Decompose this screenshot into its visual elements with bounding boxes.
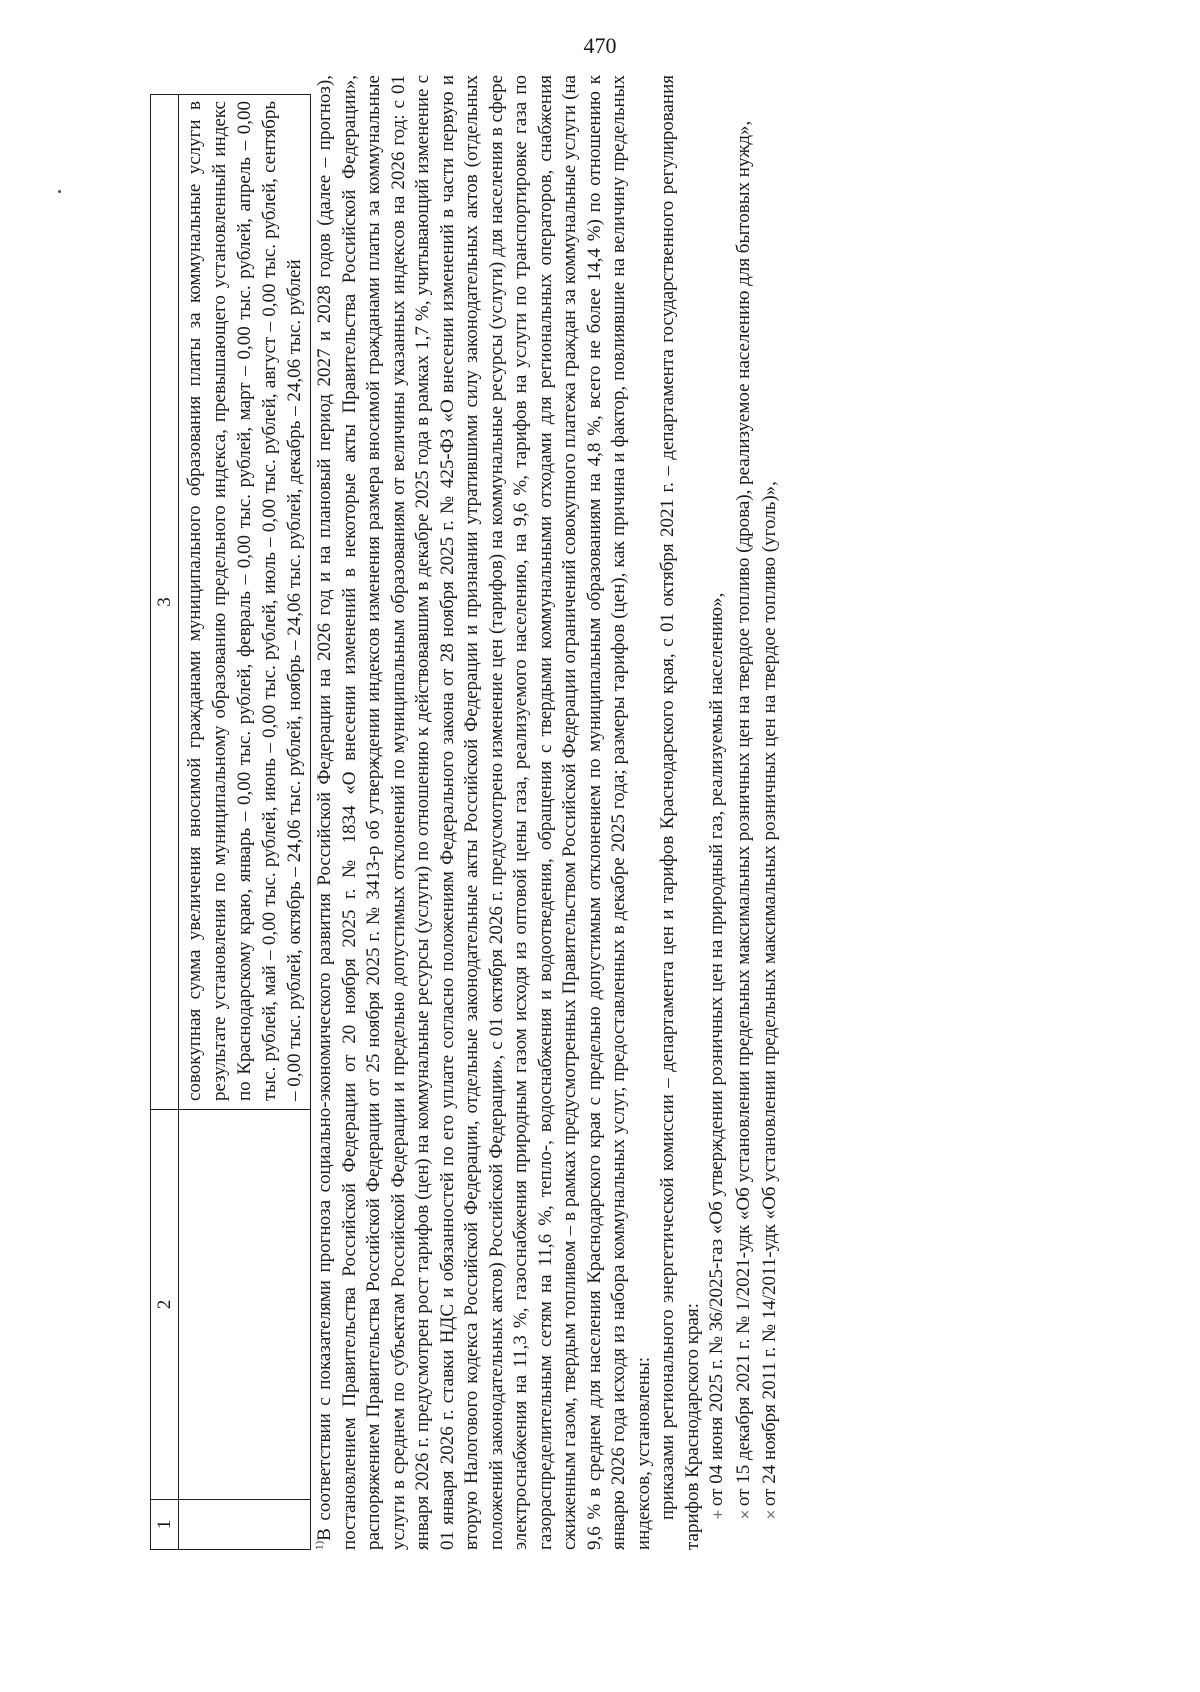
header-col-2: 2 xyxy=(151,1110,179,1500)
handwritten-tick-icon: ⨯ xyxy=(737,1509,753,1520)
cell-col-3 xyxy=(179,95,311,1110)
header-col-3: 3 xyxy=(151,95,179,1110)
footnote-marker: 1) xyxy=(313,1540,326,1550)
order-text: от 15 декабря 2021 г. № 1/2021-удк «Об установлении предельных максимальных розничных цен на твердое топливо (дрова), реализуемое населению для бытовых нужд», xyxy=(732,120,754,1507)
footnote-main-text: В соответствии с показателями прогноза социально-экономического развития Российской Федерации на 2026 год и на плановый период 2027 и 2028 годов (далее – прогноз), постановлением Правительства Российской Федерации от 20 ноября 2025 г. № 1834 «О внесении изменений в некоторые акты Правительства Российской Федерации», распоряжением Правительства Российской Федерации от 25 ноября 2025 г. № 3413-р об утверждении индексов изменения размера вносимой гражданами платы за коммунальные услуги в среднем по субъектам Российской Федерации и предельно допустимых отклонений по муниципальным образованиям от величины указанных индексов на 2026 год: с 01 января 2026 г. предусмотрен рост тарифов (цен) на коммунальные ресурсы (услуги) по отношению к действовавшим в декабре 2025 года в рамках 1,7 %, учитывающий изменение с 01 января 2026 г. ставки НДС и обязанностей по его уплате согласно положениям Федерального закона от 28 ноября 2025 г. № 425-ФЗ «О внесении изменений в части первую и вторую Налогового кодекса Российской Федерации, отдельные законодательные акты Российской Федерации и признании утратившими силу законодательных актов (отдельных положений законодательных актов) Российской Федерации», с 01 октября 2026 г. предусмотрено изменение цен (тарифов) на коммунальные ресурсы (услуги) для населения в сфере электроснабжения на 11,3 %, газоснабжения природным газом исходя из оптовой цены газа, реализуемого населению, на 9,6 %, тарифов на услуги по транспортировке газа по газораспределительным сетям на 11,6 %, тепло-, водоснабжения и водоотведения, обращения с твердыми коммунальными отходами для региональных операторов, снабжения сжиженным газом, твердым топливом – в рамках предусмотренных Правительством Российской Федерации ограничений совокупного платежа граждан за коммунальные услуги (на 9,6 % в среднем для населения Краснодарского края с предельно допустимым отклонением по муниципальным образованиям на 4,8 %, всего не более 14,4 %) по отношению к январю 2026 года исходя из набора коммунальных услуг, предоставленных в декабре 2025 года; размеры тарифов (цен), как причина и фактор, повлиявшие на величину предельных индексов, установлены: xyxy=(314,75,654,1550)
tariff-table xyxy=(150,94,311,1550)
rotated-page-content xyxy=(150,75,1190,1575)
table-row xyxy=(179,95,311,1550)
order-text: от 24 ноября 2011 г. № 14/2011-удк «Об установлении предельных максимальных розничных цен на твердое топливо (уголь)», xyxy=(759,481,780,1507)
cell-col-3-text: совокупная сумма увеличения вносимой гражданами муниципального образования платы за коммунальные услуги в результате установления по муниципальному образованию предельного индекса, превышающего установленный индекс по Краснодарскому краю, январь – 0,00 тыс. рублей, февраль – 0,00 тыс. рублей, март – 0,00 тыс. рублей, апрель – 0,00 тыс. рублей, май – 0,00 тыс. рублей, июнь – 0,00 тыс. рублей, июль – 0,00 тыс. рублей, август – 0,00 тыс. рублей, сентябрь – 0,00 тыс. рублей, октябрь – 24,06 тыс. рублей, ноябрь – 24,06 тыс. рублей, декабрь – 24,06 тыс. рублей xyxy=(184,101,305,1101)
footnote-main-paragraph xyxy=(313,75,656,1550)
table-header-row xyxy=(151,95,179,1550)
order-text: от 04 июня 2025 г. № 36/2025-газ «Об утверждении розничных цен на природный газ, реализуемый населению», xyxy=(706,592,727,1507)
order-item xyxy=(732,75,759,1550)
page-number: 470 xyxy=(583,33,617,58)
footnote xyxy=(311,75,785,1575)
cell-col-2 xyxy=(179,1110,311,1500)
orders-intro: приказами регионального энергетической комиссии – департамента цен и тарифов Краснодарского края, с 01 октября 2021 г. – департамента государственного регулирования тарифов Краснодарского края: xyxy=(657,75,703,1550)
handwritten-tick-icon: + xyxy=(711,1509,726,1520)
handwritten-tick-icon: ⨯ xyxy=(764,1509,779,1520)
order-item xyxy=(705,75,732,1550)
cell-col-1 xyxy=(179,1500,311,1550)
header-col-1: 1 xyxy=(151,1500,179,1550)
stray-ink-dot xyxy=(58,190,61,193)
order-item xyxy=(758,75,785,1550)
